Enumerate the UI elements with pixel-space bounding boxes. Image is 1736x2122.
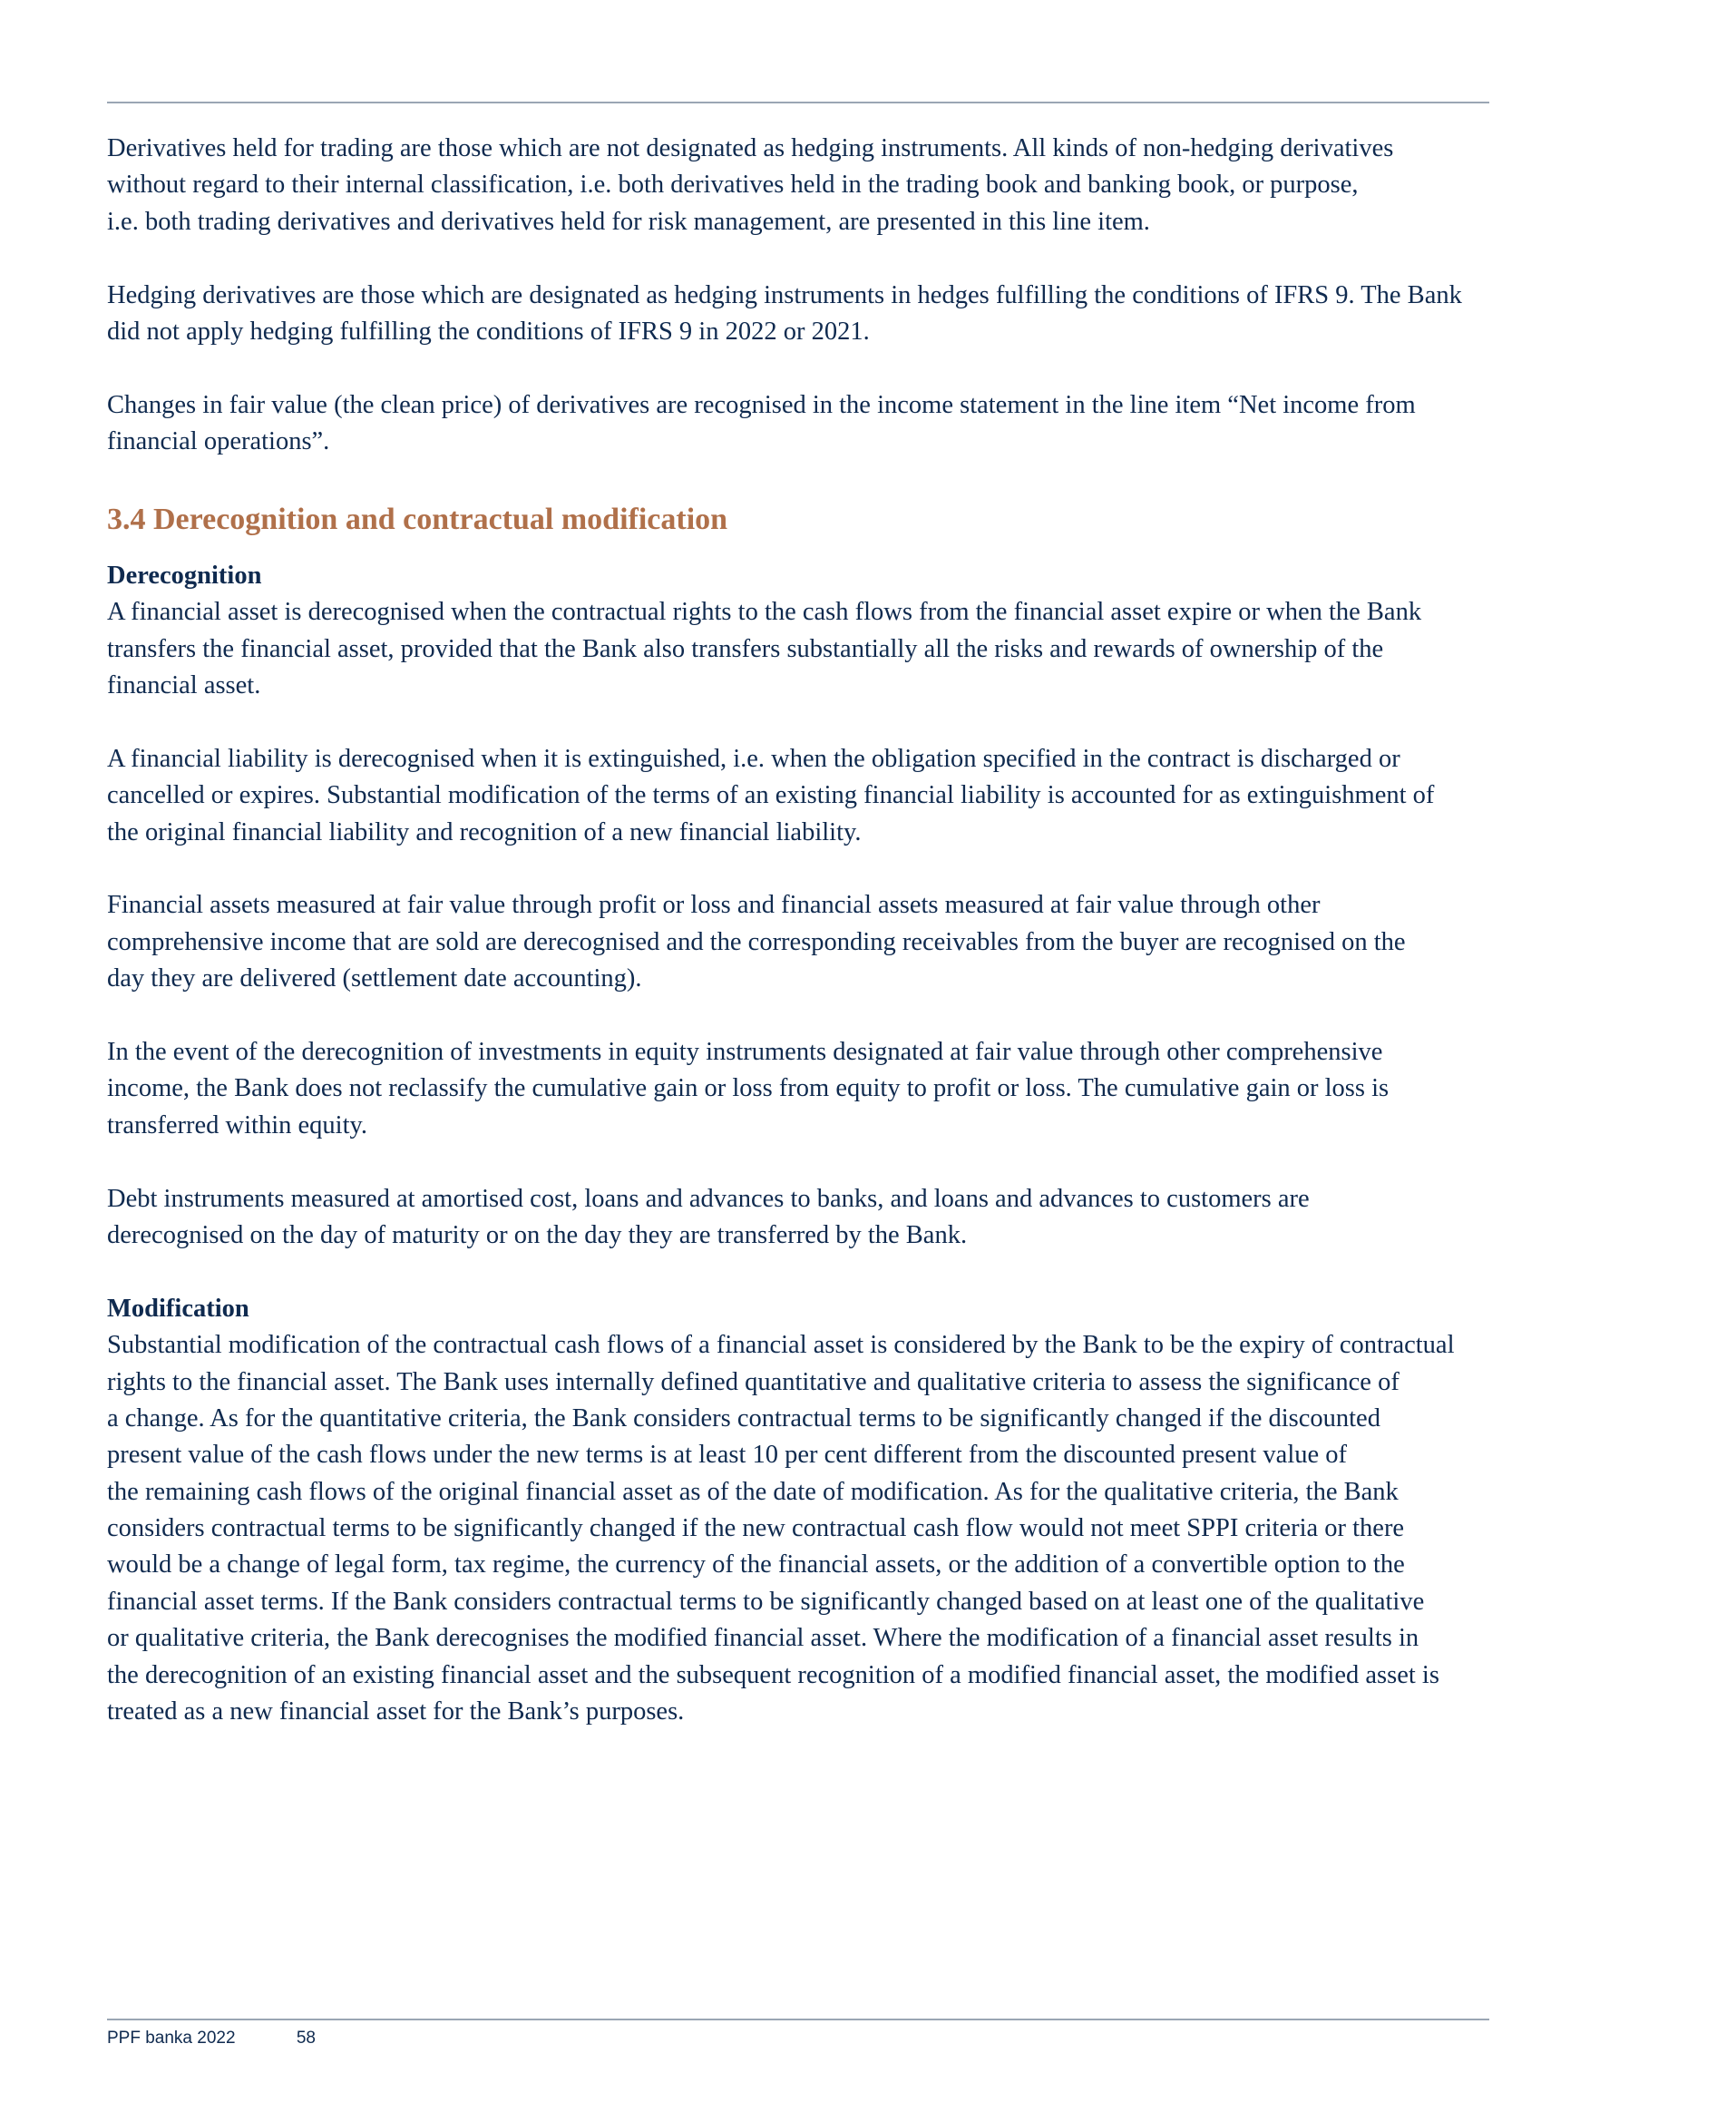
- text-line: Changes in fair value (the clean price) of derivatives are recognised in the income statement in the line item “Net income from: [107, 390, 1416, 419]
- paragraph: [107, 1181, 1522, 1255]
- text-line: A financial asset is derecognised when the contractual rights to the cash flows from the financial asset expire or when the Bank: [107, 598, 1422, 627]
- subheading: Modification: [107, 1294, 249, 1323]
- paragraph: [107, 278, 1522, 351]
- text-line: financial asset terms. If the Bank considers contractual terms to be significantly changed based on at least one of the qualitative: [107, 1587, 1425, 1616]
- text-line: the remaining cash flows of the original financial asset as of the date of modification. As for the qualitative criteria, the Bank: [107, 1477, 1399, 1506]
- paragraph: [107, 387, 1522, 461]
- subheading: Derecognition: [107, 561, 262, 590]
- text-line: Derivatives held for trading are those which are not designated as hedging instruments. All kinds of non-hedging derivatives: [107, 134, 1394, 162]
- text-line: did not apply hedging fulfilling the conditions of IFRS 9 in 2022 or 2021.: [107, 317, 870, 346]
- paragraph: [107, 741, 1522, 851]
- text-line: Hedging derivatives are those which are designated as hedging instruments in hedges fulfilling the conditions of IFRS 9. The Bank: [107, 280, 1462, 309]
- text-line: without regard to their internal classification, i.e. both derivatives held in the trading book and banking book, or purpose,: [107, 171, 1359, 200]
- page-number: 58: [296, 2029, 316, 2048]
- text-line: day they are delivered (settlement date accounting).: [107, 964, 642, 993]
- text-line: derecognised on the day of maturity or on the day they are transferred by the Bank.: [107, 1220, 968, 1249]
- text-line: the derecognition of an existing financial asset and the subsequent recognition of a modified financial asset, the modified asset is: [107, 1660, 1439, 1689]
- text-line: Debt instruments measured at amortised cost, loans and advances to banks, and loans and advances to customers are: [107, 1184, 1310, 1213]
- top-rule: [107, 102, 1489, 103]
- paragraph: [107, 887, 1522, 997]
- text-line: financial operations”.: [107, 427, 330, 456]
- text-line: a change. As for the quantitative criteria, the Bank considers contractual terms to be significantly changed if the discounted: [107, 1403, 1380, 1433]
- text-line: A financial liability is derecognised when it is extinguished, i.e. when the obligation specified in the contract is discharged or: [107, 744, 1400, 773]
- text-line: rights to the financial asset. The Bank uses internally defined quantitative and qualitative criteria to assess the significance of: [107, 1367, 1400, 1396]
- text-line: comprehensive income that are sold are derecognised and the corresponding receivables from the buyer are recognised on the: [107, 927, 1406, 956]
- text-line: transfers the financial asset, provided that the Bank also transfers substantially all the risks and rewards of ownership of the: [107, 634, 1384, 663]
- text-line: treated as a new financial asset for the Bank’s purposes.: [107, 1697, 685, 1726]
- text-line: considers contractual terms to be significantly changed if the new contractual cash flow would not meet SPPI criteria or there: [107, 1514, 1405, 1543]
- footer-publication: PPF banka 2022: [107, 2029, 236, 2048]
- section-heading: 3.4 Derecognition and contractual modification: [107, 502, 728, 536]
- text-line: Financial assets measured at fair value through profit or loss and financial assets measured at fair value through other: [107, 891, 1321, 920]
- text-line: would be a change of legal form, tax regime, the currency of the financial assets, or the addition of a convertible option to the: [107, 1550, 1405, 1579]
- page-content: [107, 131, 1522, 1767]
- text-line: cancelled or expires. Substantial modification of the terms of an existing financial liability is accounted for as extinguishment of: [107, 781, 1435, 810]
- text-line: present value of the cash flows under the new terms is at least 10 per cent different from the discounted present value of: [107, 1441, 1348, 1470]
- text-line: the original financial liability and recognition of a new financial liability.: [107, 817, 862, 846]
- text-line: income, the Bank does not reclassify the cumulative gain or loss from equity to profit or loss. The cumulative gain or loss is: [107, 1074, 1390, 1103]
- paragraph: [107, 1034, 1522, 1144]
- paragraph: [107, 131, 1522, 240]
- text-line: or qualitative criteria, the Bank derecognises the modified financial asset. Where the modification of a financial asset results in: [107, 1624, 1419, 1653]
- paragraph: [107, 558, 1522, 705]
- footer-rule: [107, 2019, 1489, 2020]
- text-line: Substantial modification of the contractual cash flows of a financial asset is considered by the Bank to be the expiry of contractual: [107, 1331, 1455, 1360]
- text-line: In the event of the derecognition of investments in equity instruments designated at fair value through other comprehensive: [107, 1037, 1383, 1066]
- paragraph: [107, 1291, 1522, 1731]
- text-line: financial asset.: [107, 671, 261, 700]
- text-line: transferred within equity.: [107, 1110, 368, 1139]
- footer: [107, 2029, 316, 2049]
- text-line: i.e. both trading derivatives and derivatives held for risk management, are presented in this line item.: [107, 207, 1150, 236]
